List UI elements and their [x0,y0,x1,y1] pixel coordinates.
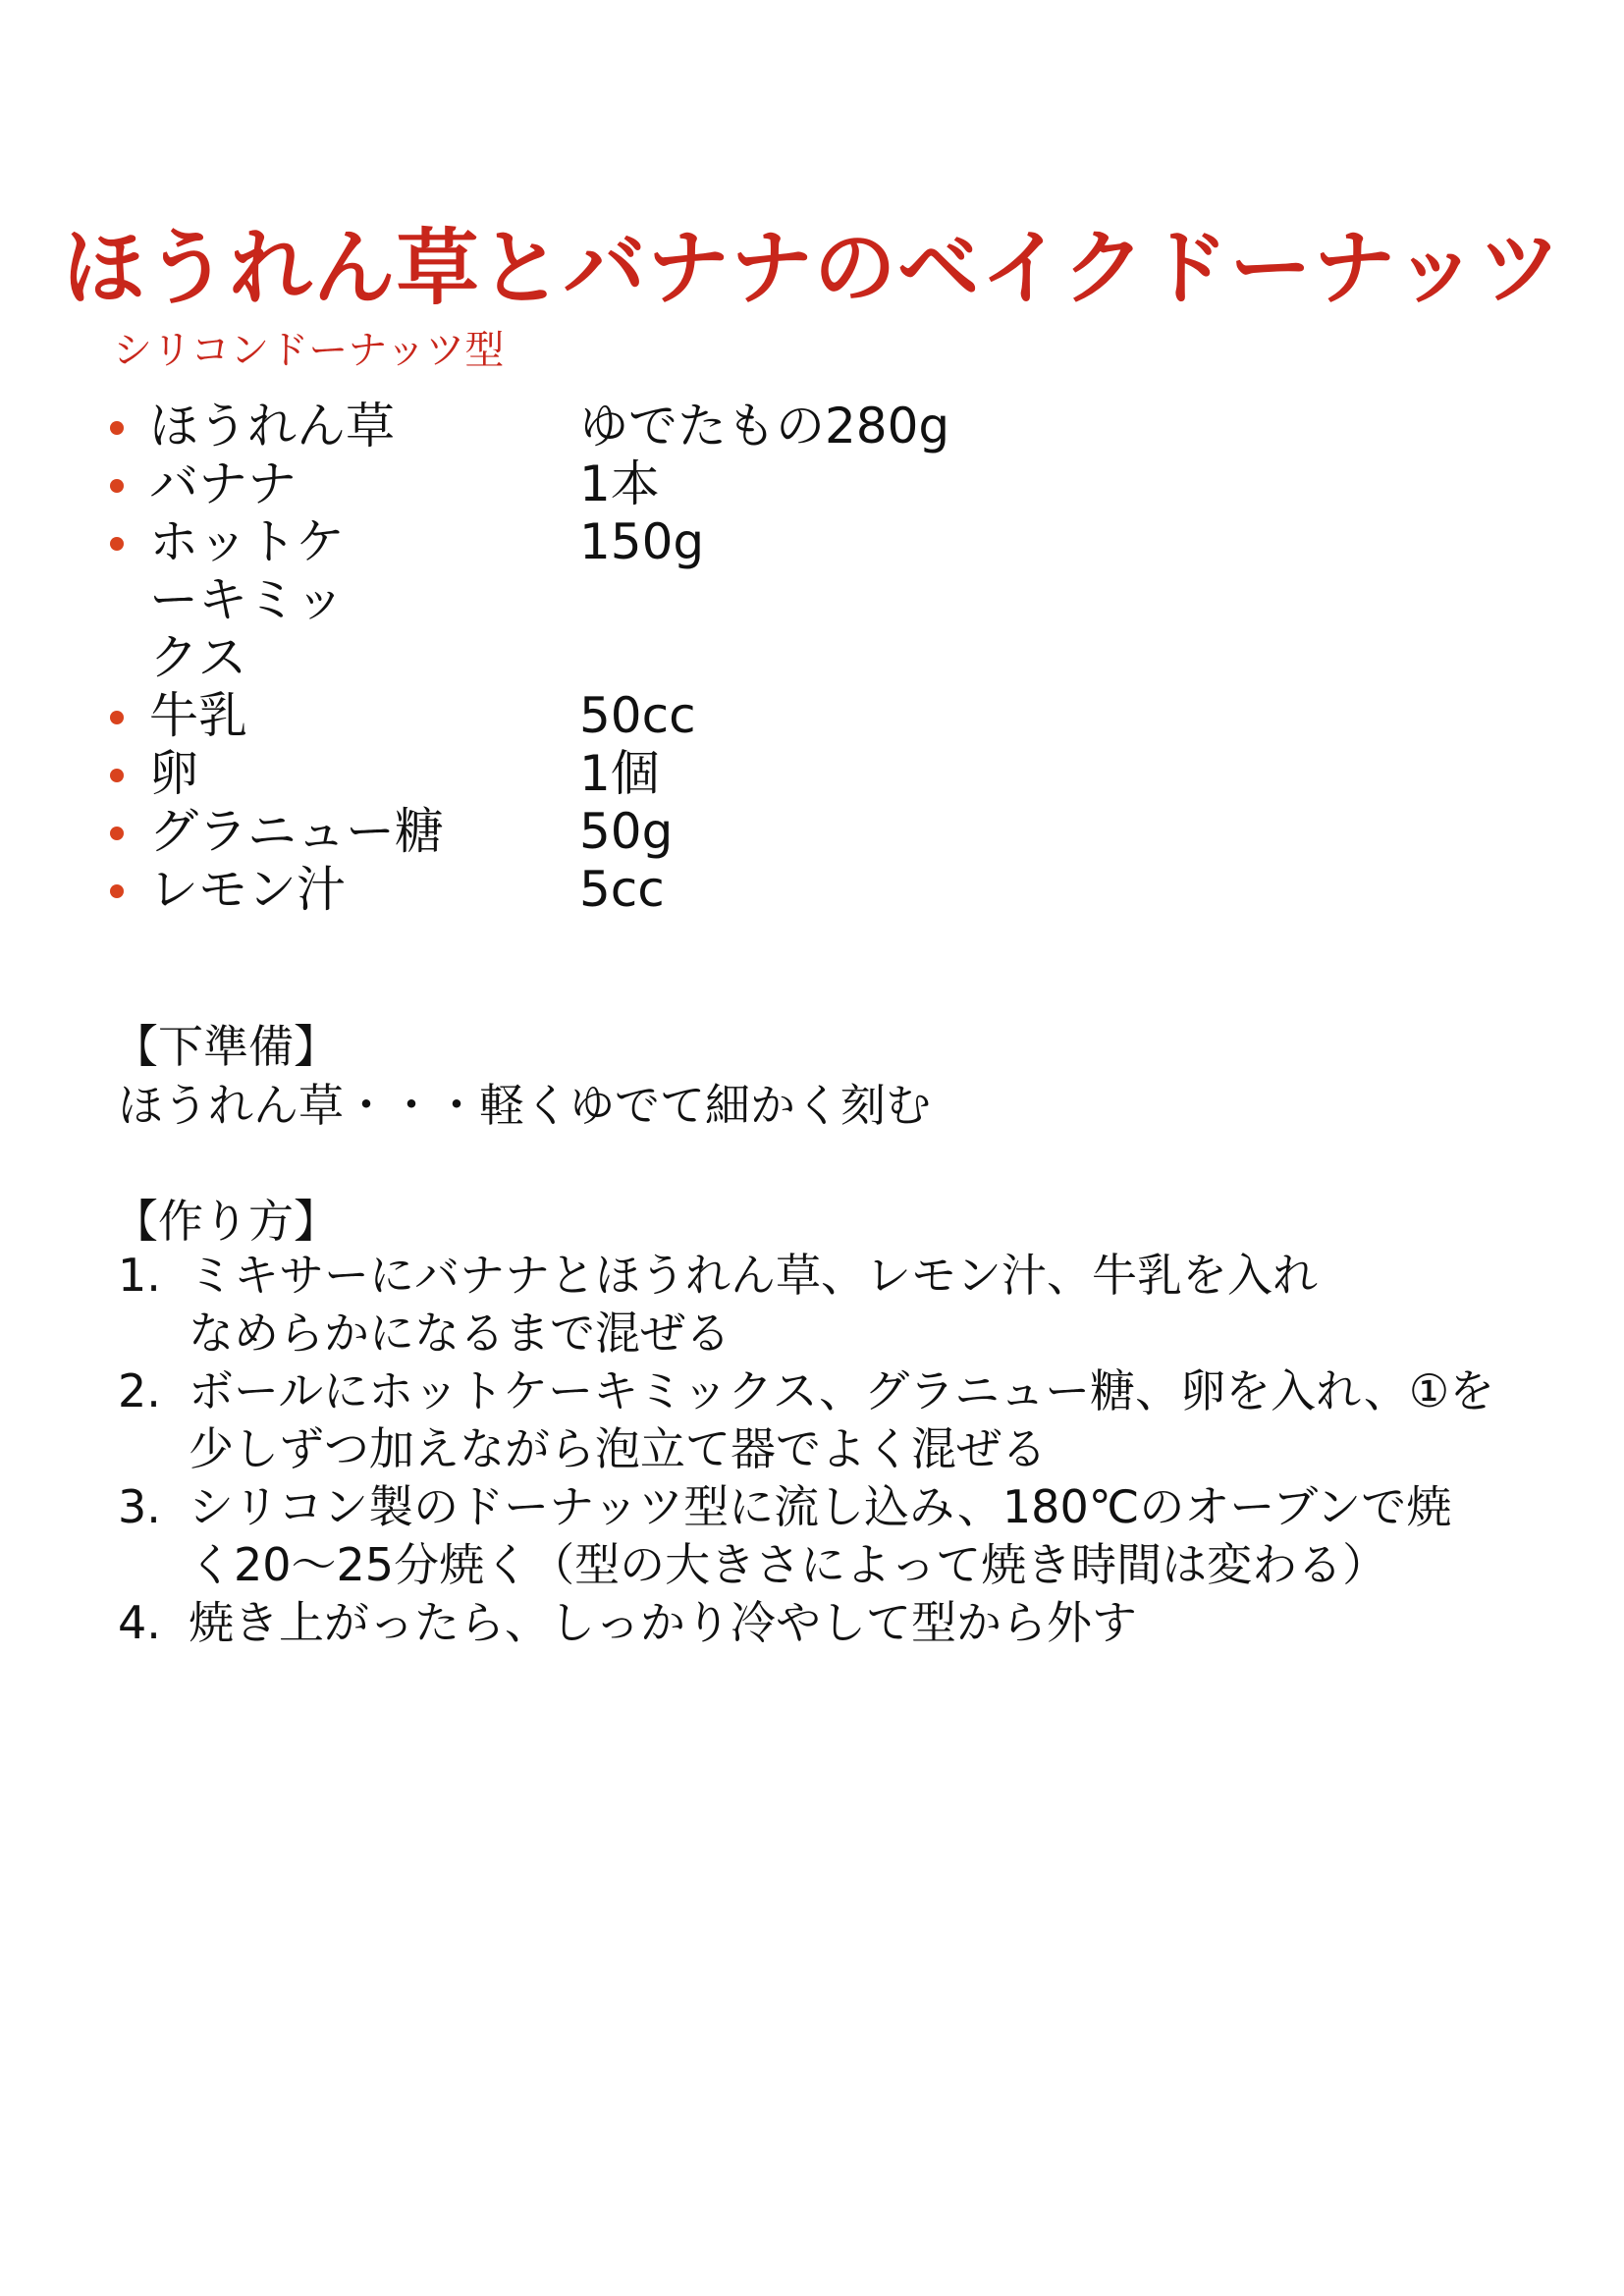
bullet-icon [110,479,124,493]
step-number: 1. [118,1249,161,1302]
page-title: ほうれん草とバナナのベイクドーナッツ [62,220,1562,317]
ingredient-name: バナナ [149,455,297,512]
step-number: 2. [118,1364,161,1417]
ingredient-item [108,398,1090,455]
ingredient-amount: 150g [579,513,705,570]
method-heading: 【作り方】 [113,1195,339,1248]
prep-heading: 【下準備】 [113,1020,339,1073]
ingredient-name: グラニュー糖 [149,803,444,860]
step-text: ミキサーにバナナとほうれん草、レモン汁、牛乳を入れ なめらかになるまで混ぜる [189,1249,1318,1360]
ingredient-item [108,745,1090,803]
step-item [118,1362,1583,1478]
step-number: 3. [118,1480,161,1533]
step-number: 4. [118,1596,161,1649]
ingredient-name: ほうれん草 [149,398,395,454]
ingredient-item [108,687,1090,745]
bullet-icon [110,884,124,898]
bullet-icon [110,711,124,724]
ingredient-amount: 1個 [579,745,660,802]
step-text: シリコン製のドーナッツ型に流し込み、180℃のオーブンで焼 く20～25分焼く（型の大きさによって焼き時間は変わる） [189,1480,1452,1591]
ingredient-amount: 50g [579,803,674,860]
step-text: 焼き上がったら、しっかり冷やして型から外す [189,1596,1137,1649]
bullet-icon [110,769,124,782]
bullet-icon [110,827,124,840]
ingredient-name: レモン汁 [149,861,346,918]
ingredient-list [108,398,1090,919]
ingredient-name: 卵 [149,745,198,802]
ingredient-name: 牛乳 [149,687,247,744]
ingredient-amount: 5cc [579,861,665,918]
mold-subtitle: シリコンドーナッツ型 [113,328,505,373]
bullet-icon [110,421,124,435]
step-item [118,1478,1583,1594]
step-item [118,1247,1583,1362]
ingredient-name: ホットケーキミックス [149,513,345,686]
step-text: ボールにホットケーキミックス、グラニュー糖、卵を入れ、①を 少しずつ加えながら泡立て器でよく混ぜる [189,1364,1495,1475]
ingredient-item [108,861,1090,919]
ingredient-amount: ゆでたもの280g [579,398,950,454]
ingredient-amount: 50cc [579,687,696,744]
ingredient-item [108,803,1090,861]
prep-text: ほうれん草・・・軽くゆでて細かく刻む [118,1079,931,1132]
bullet-icon [110,537,124,551]
ingredient-item [108,455,1090,513]
ingredient-item [108,513,1090,687]
method-steps [118,1247,1583,1652]
ingredient-amount: 1本 [579,455,660,512]
step-item [118,1594,1583,1652]
